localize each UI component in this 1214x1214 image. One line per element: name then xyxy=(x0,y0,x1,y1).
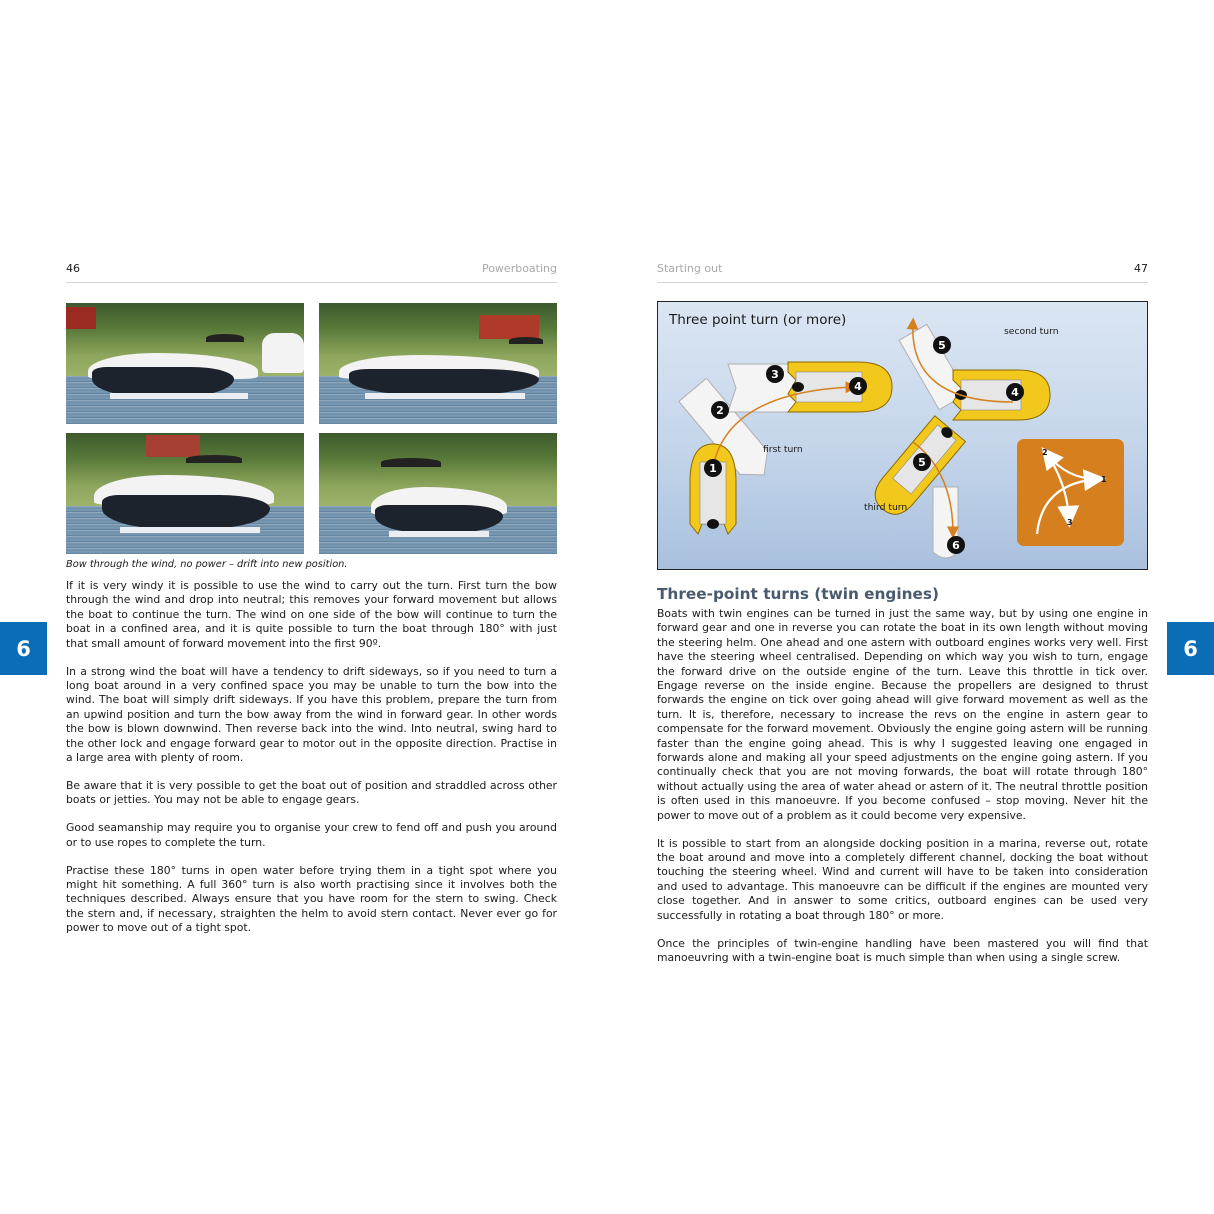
running-head-left xyxy=(66,262,557,283)
paragraph: It is possible to start from an alongside docking position in a marina, reverse out, rotate the boat around and move into a completely different channel, docking the boat without touching the steering wheel. Wind and current will have to be taken into consideration and used to advantage. This manoeuvre can be difficult if the engines are mounted very close together. And in answer to some critics, outboard engines can be used very successfully in rotating a boat through 180° or more. xyxy=(657,836,1148,922)
svg-text:1: 1 xyxy=(709,462,717,475)
running-head-right xyxy=(657,262,1148,283)
svg-text:2: 2 xyxy=(716,404,724,417)
svg-text:6: 6 xyxy=(952,539,960,552)
label-third-turn: third turn xyxy=(864,502,908,513)
right-page xyxy=(657,262,1148,979)
page-number: 47 xyxy=(1134,262,1148,275)
svg-text:4: 4 xyxy=(854,380,862,393)
chapter-tab-right: 6 xyxy=(1167,622,1214,675)
paragraph: Boats with twin engines can be turned in just the same way, but by using one engine in forward gear and one in reverse you can rotate the boat in its own length without moving the steering helm. One ahead and one astern with outboard engines works very well. First have the steering wheel centralised. Depending on which way you wish to turn, engage the forward drive on the outside engine of the turn. Leave this throttle in tick over. Engage reverse on the inside engine. Because the propellers are designed to thrust forwards the engine on tick over going ahead will give forward movement as well as the turn. It is, therefore, necessary to increase the revs on the engine in astern gear to compensate for the forward movement. Obviously the engine going astern will be running faster than the engine going ahead. This is why I suggested leaving one engaged in forwards alone and making all your speed adjustments on the engine going astern. If you continually check that you are not moving forwards, the boat will rotate through 180° without actually using the area of water ahead or astern of it. The neutral throttle position is often used in this manoeuvre. If you become confused – stop moving. Never hit the power to move out of a problem as it could become very expensive. xyxy=(657,607,1148,822)
svg-text:3: 3 xyxy=(771,368,779,381)
photo-4 xyxy=(319,433,557,554)
svg-text:4: 4 xyxy=(1011,386,1019,399)
diagram-title: Three point turn (or more) xyxy=(669,312,847,328)
svg-text:2: 2 xyxy=(1042,448,1048,457)
photo-2 xyxy=(319,303,557,424)
paragraph: In a strong wind the boat will have a tendency to drift sideways, so if you need to turn a long boat around in a very confined space you may be unable to turn the bow into the wind. The boat will simply drift sideways. If you have this problem, prepare the turn from an upwind position and turn the bow away from the wind in forward gear. In other words the bow is blown downwind. Then reverse back into the wind. Into neutral, swing hard to the other lock and engage forward gear to motor out in the opposite direction. Practise in a large area with plenty of room. xyxy=(66,664,557,764)
photo-sequence xyxy=(66,303,557,554)
paragraph: Good seamanship may require you to organise your crew to fend off and push you around or to use ropes to complete the turn. xyxy=(66,821,557,849)
svg-text:1: 1 xyxy=(1101,475,1107,484)
left-page xyxy=(66,262,557,949)
svg-text:5: 5 xyxy=(938,339,946,352)
left-body-text xyxy=(66,579,557,936)
paragraph: If it is very windy it is possible to use the wind to carry out the turn. First turn the bow through the wind and drop into neutral; this removes your forward movement but allows the boat to continue the turn. The wind on one side of the bow will continue to turn the boat in a confined area, and it is quite possible to turn the boat through 180° with just that small amount of forward movement into the first 90º. xyxy=(66,579,557,650)
boat-second-turn xyxy=(953,370,1050,420)
right-body-text xyxy=(657,607,1148,965)
paragraph: Practise these 180° turns in open water before trying them in a tight spot where you might hit something. A full 360° turn is also worth practising since it involves both the techniques described. Always ensure that you have room for the stern to swing. Check the stern and, if necessary, straighten the helm to avoid stern contact. Never ever go for power to move out of a tight spot. xyxy=(66,863,557,935)
section-subheading: Three-point turns (twin engines) xyxy=(657,585,939,603)
photo-caption: Bow through the wind, no power – drift into new position. xyxy=(66,559,348,570)
paragraph: Be aware that it is very possible to get the boat out of position and straddled across other boats or jetties. You may not be able to engage gears. xyxy=(66,778,557,807)
svg-text:5: 5 xyxy=(918,456,926,469)
turn-pattern-legend xyxy=(1017,439,1124,546)
running-title: Starting out xyxy=(657,262,723,275)
paragraph: Once the principles of twin-engine handling have been mastered you will find that manoeuvring with a twin-engine boat is much simple than when using a single screw. xyxy=(657,936,1148,964)
photo-1 xyxy=(66,303,304,424)
running-title: Powerboating xyxy=(481,262,557,275)
svg-text:3: 3 xyxy=(1067,518,1073,527)
page-number: 46 xyxy=(66,262,80,275)
chapter-tab-left: 6 xyxy=(0,622,47,675)
three-point-turn-diagram xyxy=(657,301,1148,570)
label-first-turn: first turn xyxy=(763,444,803,455)
turn-arrows-icon xyxy=(1017,439,1124,546)
photo-3 xyxy=(66,433,304,554)
label-second-turn: second turn xyxy=(1004,326,1059,337)
boat-position-1 xyxy=(690,444,736,534)
